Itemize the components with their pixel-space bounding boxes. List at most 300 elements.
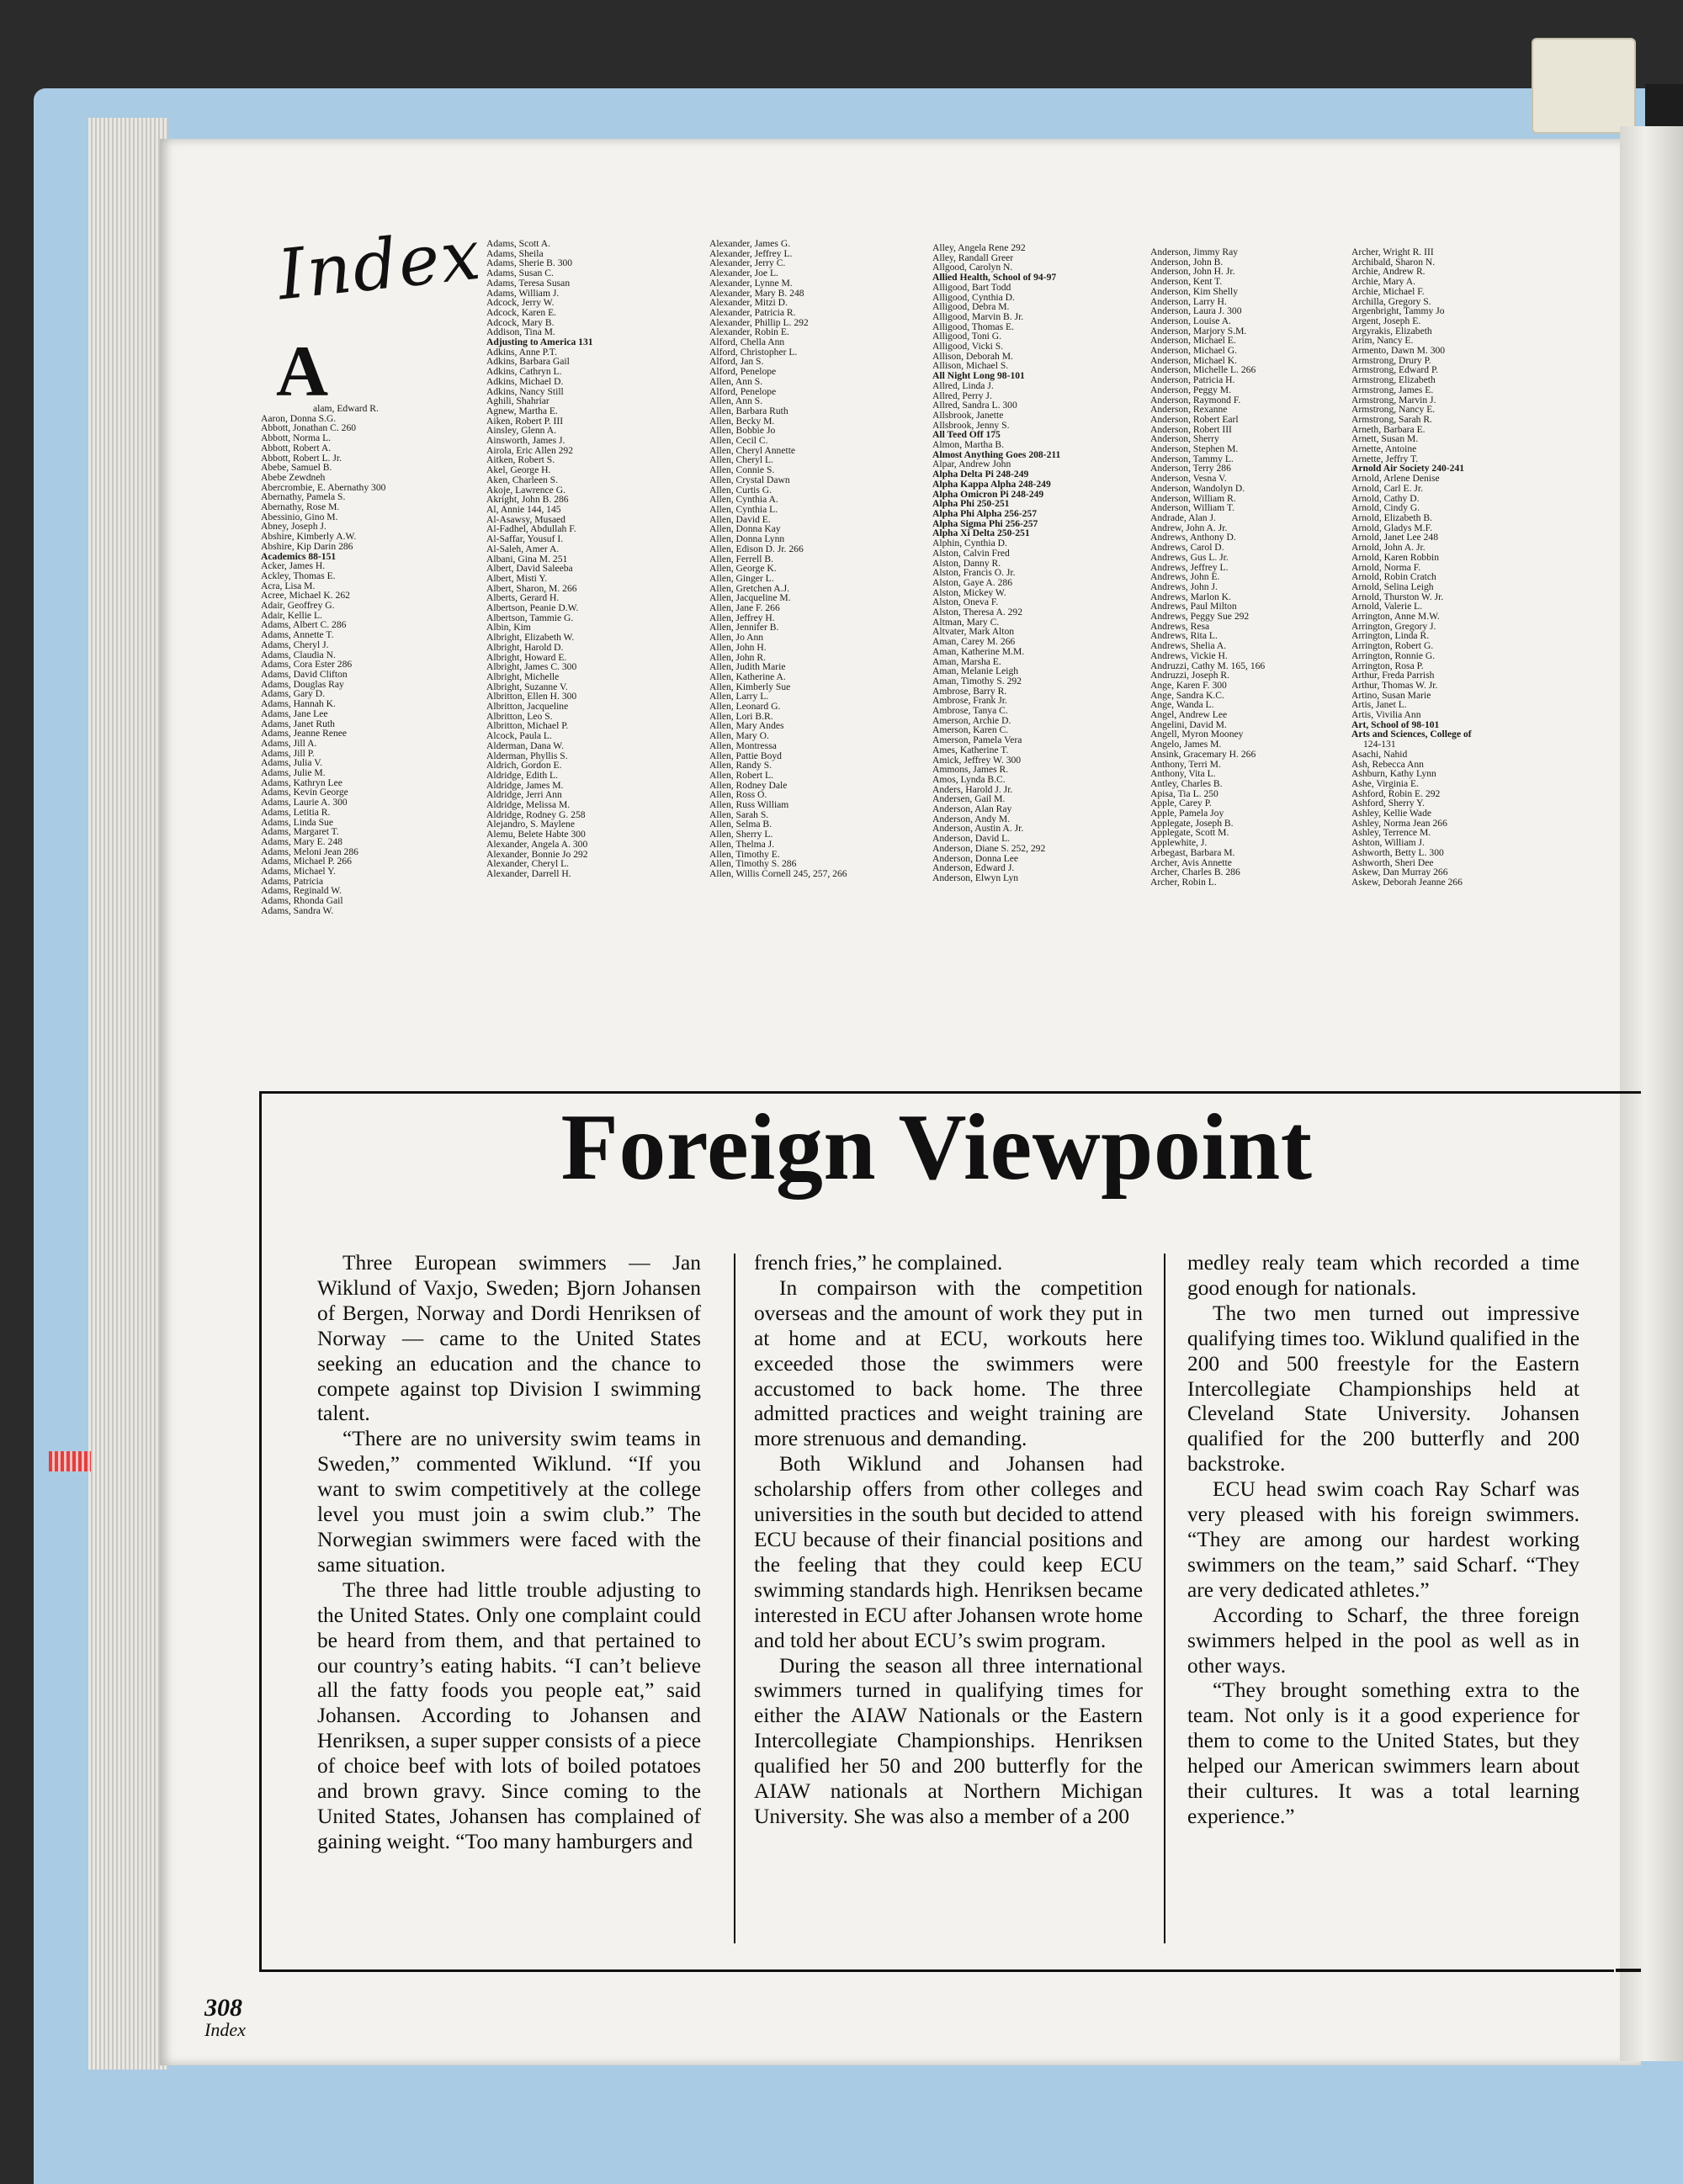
index-entry: Amos, Lynda B.C.: [932, 773, 1006, 785]
index-entry: Allen, Bobbie Jo: [709, 425, 776, 437]
index-entry: Allison, Michael S.: [932, 360, 1009, 372]
index-entry: Argent, Joseph E.: [1351, 315, 1421, 326]
index-entry: Anderson, Louise A.: [1150, 315, 1231, 326]
index-entry: Arnold, Karen Robbin: [1351, 551, 1440, 563]
index-entry: Anderson, Wandolyn D.: [1150, 482, 1245, 494]
index-entry: Abbott, Robert A.: [261, 442, 332, 453]
index-entry: Allen, Edison D. Jr. 266: [709, 543, 804, 554]
index-entry: Adair, Kellie L.: [261, 609, 322, 621]
index-entry: Adams, Reginald W.: [261, 885, 342, 897]
index-entry: Albright, Elizabeth W.: [486, 632, 575, 644]
index-entry: Anderson, Michael K.: [1150, 354, 1238, 366]
index-entry: Adams, Rhonda Gail: [261, 895, 343, 907]
index-drop-cap: A: [276, 331, 329, 411]
index-entry: Abercrombie, E. Abernathy 300: [261, 481, 386, 493]
index-entry: Anderson, William T.: [1150, 502, 1235, 514]
index-entry: Albertson, Peanie D.W.: [486, 602, 579, 614]
index-entry: Ainsworth, James J.: [486, 435, 565, 447]
index-entry: Antley, Charles B.: [1150, 777, 1223, 789]
index-entry: Albright, Michelle: [486, 671, 560, 682]
index-entry: Alston, Calvin Fred: [932, 547, 1010, 559]
index-entry: Allen, Selma B.: [709, 819, 772, 830]
index-entry: Anderson, Robert III: [1150, 423, 1232, 435]
index-entry: Alligood, Debra M.: [932, 301, 1010, 313]
article-column-1: [317, 1251, 701, 1855]
index-entry: Allsbrook, Jenny S.: [932, 419, 1010, 431]
index-entry: Archer, Wright R. III: [1351, 246, 1434, 257]
index-entry: Anderson, Patricia H.: [1150, 374, 1235, 386]
index-entry: Adkins, Michael D.: [486, 375, 564, 387]
index-entry: Allred, Linda J.: [932, 379, 994, 391]
index-entry: Allen, Donna Kay: [709, 523, 781, 535]
index-entry: Allen, Jacqueline M.: [709, 592, 791, 604]
index-entry: All Teed Off 175: [932, 429, 1001, 441]
index-entry: Adams, Jill P.: [261, 747, 315, 759]
index-entry: Allen, Mary O.: [709, 730, 769, 742]
index-entry: Arnold, Janet Lee 248: [1351, 532, 1439, 543]
index-entry: Allen, Willis Cornell 245, 257, 266: [709, 868, 847, 879]
index-entry: Ange, Sandra K.C.: [1150, 689, 1224, 701]
index-entry: Arim, Nancy E.: [1351, 335, 1414, 347]
index-entry: Abbott, Norma L.: [261, 432, 332, 444]
index-entry: Alston, Gaye A. 286: [932, 576, 1012, 588]
index-entry: Adams, Susan C.: [486, 268, 554, 279]
index-entry: Allen, Connie S.: [709, 464, 775, 476]
index-entry: Arnold, Selina Leigh: [1351, 580, 1434, 592]
index-entry: Aman, Katherine M.M.: [932, 645, 1025, 657]
index-entry: Arnold, Elizabeth B.: [1351, 512, 1432, 523]
index-entry: Adams, Annette T.: [261, 629, 334, 641]
index-entry: Allen, Lori B.R.: [709, 710, 773, 722]
article-title: Foreign Viewpoint: [560, 1095, 1313, 1200]
index-entry: Adams, Sheila: [486, 247, 544, 259]
article-paragraph: According to Scharf, the three foreign swimmers helped in the pool as well as in other ways.: [1187, 1603, 1579, 1678]
index-entry: Aitken, Robert S.: [486, 454, 555, 466]
index-entry: Adair, Geoffrey G.: [261, 600, 335, 612]
index-entry: Ange, Wanda L.: [1150, 699, 1214, 711]
index-entry: Alston, Danny R.: [932, 557, 1001, 569]
index-entry: Alberts, Gerard H.: [486, 592, 560, 604]
index-entry: Andrews, Carol D.: [1150, 542, 1224, 554]
book-gutter: [1620, 126, 1683, 2061]
index-entry: Aghili, Shahriar: [486, 395, 549, 407]
index-heading: Index: [273, 215, 486, 316]
index-entry: Arnold, Valerie L.: [1351, 601, 1423, 612]
index-column-1: [261, 404, 385, 916]
index-entry: Anderson, John H. Jr.: [1150, 266, 1235, 278]
index-entry: Andrade, Alan J.: [1150, 512, 1216, 523]
index-entry: Anderson, Kent T.: [1150, 276, 1223, 288]
index-entry: Anderson, Vesna V.: [1150, 473, 1227, 485]
index-entry: Allen, Rodney Dale: [709, 779, 788, 791]
index-entry: Alford, Penelope: [709, 366, 777, 378]
index-entry: Adams, William J.: [486, 287, 560, 299]
index-entry: Armstrong, Drury P.: [1351, 354, 1431, 366]
index-entry: Adams, Julia V.: [261, 757, 323, 769]
index-column-6: [1351, 247, 1472, 888]
index-entry: Anderson, Elwyn Lyn: [932, 872, 1019, 883]
index-entry: Archer, Charles B. 286: [1150, 867, 1240, 878]
index-entry: Addison, Tina M.: [486, 326, 555, 338]
index-entry: Alpha Phi Alpha 256-257: [932, 507, 1038, 519]
article-paragraph: french fries,” he complained.: [754, 1251, 1003, 1275]
column-divider: [1164, 1254, 1165, 1943]
index-entry: Arbegast, Barbara M.: [1150, 846, 1235, 858]
article-frame-rule: [1616, 1969, 1641, 1972]
index-entry: Alpha Sigma Phi 256-257: [932, 517, 1038, 529]
index-entry: Abernathy, Rose M.: [261, 501, 340, 513]
index-entry: Adams, Jane Lee: [261, 708, 328, 719]
index-entry: Alderman, Phyllis S.: [486, 750, 568, 761]
index-entry: Andrews, Marlon K.: [1150, 591, 1231, 602]
index-entry: Allen, Crystal Dawn: [709, 474, 790, 485]
index-entry: Alford, Jan S.: [709, 356, 764, 368]
index-entry: Aldridge, Melissa M.: [486, 799, 571, 811]
index-entry: Alligood, Cynthia D.: [932, 291, 1015, 303]
article-paragraph: Three European swimmers — Jan Wiklund of Vaxjo, Sweden; Bjorn Johansen of Bergen, Norway and Dordi Henriksen of Norway — came to the United States seeking an education and the chance to compete against top Division I swimming talent.: [317, 1251, 701, 1426]
index-entry: Allen, Kimberly Sue: [709, 681, 791, 692]
index-entry: Allen, Becky M.: [709, 415, 775, 427]
index-entry: Anderson, Sherry: [1150, 433, 1219, 445]
index-entry: Alligood, Toni G.: [932, 331, 1002, 342]
index-entry: Abessinio, Gino M.: [261, 511, 338, 522]
index-entry: Albani, Gina M. 251: [486, 553, 568, 565]
index-column-3: [709, 239, 847, 879]
article-paragraph: During the season all three international swimmers turned in qualifying times for either the AIAW Nationals or the Eastern Intercollegiate Championships. Henriksen qualified her 50 and 200 butterfly for the AIAW nationals at Northern Michigan University. She was also a member of a 200: [754, 1653, 1143, 1828]
index-entry: Arrington, Anne M.W.: [1351, 611, 1440, 623]
index-entry: Adams, Scott A.: [486, 238, 551, 249]
article-paragraph: The two men turned out impressive qualifying times too. Wiklund qualified in the 200 and 500 freestyle for the Eastern Intercollegiate Championships held at Cleveland State University. Johansen qualified for the 200 butterfly and 200 backstroke.: [1187, 1301, 1579, 1476]
index-entry: Andrews, Peggy Sue 292: [1150, 611, 1250, 623]
index-entry: Albritton, Ellen H. 300: [486, 691, 577, 702]
index-entry: Ames, Katherine T.: [932, 744, 1009, 755]
index-entry: Andrews, Jeffrey L.: [1150, 561, 1229, 573]
index-entry: Allsbrook, Janette: [932, 409, 1004, 421]
index-entry: Anderson, Alan Ray: [932, 803, 1012, 815]
index-entry: Ackley, Thomas E.: [261, 570, 336, 581]
index-entry: Alejandro, S. Maylene: [486, 819, 575, 830]
index-entry: Andrews, Rita L.: [1150, 630, 1218, 642]
index-entry: Allen, Jeffrey H.: [709, 612, 775, 623]
index-entry: Ambrose, Tanya C.: [932, 705, 1008, 717]
column-divider: [734, 1254, 735, 1943]
index-entry: Alderman, Dana W.: [486, 739, 565, 751]
index-entry: Ammons, James R.: [932, 764, 1009, 776]
index-entry: Alpha Omicron Pi 248-249: [932, 488, 1044, 500]
index-entry: Anderson, Michael G.: [1150, 345, 1238, 357]
index-entry: Armstrong, James E.: [1351, 384, 1434, 395]
index-entry: Al-Asawsy, Musaed: [486, 513, 565, 525]
index-entry: Ashley, Terrence M.: [1351, 827, 1431, 839]
index-entry: Armstrong, Sarah R.: [1351, 413, 1432, 425]
index-entry: Amick, Jeffrey W. 300: [932, 754, 1022, 766]
index-entry: Akoje, Lawrence G.: [486, 484, 565, 496]
index-entry: Altvater, Mark Alton: [932, 626, 1015, 638]
index-entry: Albright, Howard E.: [486, 651, 567, 663]
index-entry: Allen, Donna Lynn: [709, 533, 785, 545]
index-entry: Ash, Rebecca Ann: [1351, 758, 1424, 770]
index-entry: Anderson, Tammy L.: [1150, 453, 1234, 464]
index-entry: Amerson, Karen C.: [932, 724, 1009, 736]
index-entry: Arneth, Barbara E.: [1351, 423, 1426, 435]
index-entry: Armento, Dawn M. 300: [1351, 345, 1446, 357]
binding-tab: [1532, 38, 1636, 134]
index-entry: Allison, Deborah M.: [932, 350, 1013, 362]
index-entry: Albertson, Tammie G.: [486, 612, 574, 623]
index-entry: Adkins, Barbara Gail: [486, 356, 570, 368]
index-entry: Aldridge, Rodney G. 258: [486, 808, 586, 820]
index-entry: Archilla, Gregory S.: [1351, 295, 1431, 307]
index-entry: Archie, Michael F.: [1351, 285, 1425, 297]
index-entry: alam, Edward R.: [313, 403, 379, 414]
index-entry: Asachi, Nahid: [1351, 748, 1408, 760]
index-entry: Albright, Harold D.: [486, 641, 564, 653]
index-entry: Andrews, John J.: [1150, 580, 1218, 592]
index-entry: Alexander, Patricia R.: [709, 306, 796, 318]
index-entry: Arnold, Carl E. Jr.: [1351, 482, 1424, 494]
index-entry: Aken, Charleen S.: [486, 474, 559, 485]
article-paragraph: ECU head swim coach Ray Scharf was very pleased with his foreign swimmers. “They are among our hardest working swimmers on the team,” said Scharf. “They are very dedicated athletes.”: [1187, 1477, 1579, 1602]
index-entry: Alpha Kappa Alpha 248-249: [932, 478, 1051, 490]
article-column-2: [754, 1251, 1143, 1830]
index-entry: Applegate, Scott M.: [1150, 827, 1229, 839]
index-entry: Airola, Eric Allen 292: [486, 444, 574, 456]
index-entry: Adams, Julie M.: [261, 767, 326, 779]
index-entry: Adcock, Karen E.: [486, 306, 557, 318]
index-entry: Ashley, Kellie Wade: [1351, 808, 1432, 819]
page-folio: [204, 1996, 246, 2039]
index-entry: Allen, Cynthia L.: [709, 503, 778, 515]
index-entry: Ashworth, Betty L. 300: [1351, 846, 1444, 858]
index-entry: Archibald, Sharon N.: [1351, 256, 1436, 268]
index-entry: Ashworth, Sheri Dee: [1351, 856, 1434, 868]
article-paragraph: medley realy team which recorded a time good enough for nationals.: [1187, 1251, 1579, 1300]
index-entry: Allen, Sherry L.: [709, 829, 773, 840]
index-entry: Albert, Misti Y.: [486, 572, 548, 584]
index-entry: Archie, Andrew R.: [1351, 266, 1426, 278]
index-entry: Albritton, Jacqueline: [486, 701, 569, 713]
index-entry: Anderson, Austin A. Jr.: [932, 823, 1024, 835]
index-entry: Adams, Gary D.: [261, 688, 325, 700]
index-entry: Allen, Robert L.: [709, 769, 773, 781]
index-entry: Allen, Leonard G.: [709, 701, 781, 713]
index-entry: Arnold, John A. Jr.: [1351, 542, 1426, 554]
index-entry: Andersen, Gail M.: [932, 793, 1006, 805]
index-column-2: [486, 239, 593, 879]
index-entry: Adcock, Mary B.: [486, 316, 555, 328]
index-entry: Allen, Ann S.: [709, 395, 763, 407]
index-entry: Albright, James C. 300: [486, 661, 577, 673]
index-entry: Angel, Andrew Lee: [1150, 709, 1228, 721]
index-entry: Adcock, Jerry W.: [486, 297, 555, 309]
index-entry: Alexander, Jerry C.: [709, 257, 786, 269]
index-entry: Anderson, Donna Lee: [932, 852, 1019, 864]
index-entry: Adams, Meloni Jean 286: [261, 846, 358, 857]
index-entry: Andruzzi, Cathy M. 165, 166: [1150, 660, 1266, 671]
index-entry: Ambrose, Frank Jr.: [932, 695, 1007, 707]
index-entry: Altman, Mary C.: [932, 616, 1000, 628]
index-entry: Alley, Angela Rene 292: [932, 242, 1026, 253]
index-entry: Arnold Air Society 240-241: [1351, 463, 1465, 474]
index-entry: Allen, Montressa: [709, 739, 777, 751]
index-entry: Ansink, Gracemary H. 266: [1150, 748, 1256, 760]
index-entry: Andrew, John A. Jr.: [1150, 522, 1228, 533]
index-entry: Arnold, Robin Cratch: [1351, 571, 1436, 583]
index-entry: Artis, Janet L.: [1351, 699, 1407, 711]
index-entry: Alligood, Thomas E.: [932, 321, 1015, 332]
index-entry: Akright, John B. 286: [486, 494, 569, 506]
index-entry: Adams, David Clifton: [261, 668, 348, 680]
index-entry: Archer, Robin L.: [1150, 877, 1217, 888]
index-entry: Anderson, William R.: [1150, 492, 1236, 504]
index-entry: Allen, Jane F. 266: [709, 602, 780, 614]
index-entry: Argyrakis, Elizabeth: [1351, 325, 1432, 337]
index-entry: Applewhite, J.: [1150, 837, 1208, 849]
index-entry: Alley, Randall Greer: [932, 252, 1014, 263]
index-entry: Alexander, Mitzi D.: [709, 297, 788, 309]
index-column-5: [1150, 247, 1265, 888]
index-entry: Anderson, Stephen M.: [1150, 443, 1239, 455]
index-entry: Alexander, Angela A. 300: [486, 838, 588, 850]
index-entry: Alford, Christopher L.: [709, 346, 798, 358]
index-entry: Alston, Oneva F.: [932, 596, 999, 608]
index-entry: Allred, Perry J.: [932, 390, 992, 401]
index-entry: Aman, Marsha E.: [932, 655, 1001, 667]
index-entry: Adams, Claudia N.: [261, 649, 336, 660]
index-entry: Alexander, James G.: [709, 238, 791, 249]
index-entry: Anderson, Kim Shelly: [1150, 285, 1239, 297]
index-entry: Arrington, Gregory J.: [1351, 620, 1436, 632]
index-entry: Aldridge, Edith L.: [486, 769, 559, 781]
index-entry: Albin, Kim: [486, 622, 531, 633]
index-entry: Ashford, Sherry Y.: [1351, 798, 1425, 809]
index-entry: Abbott, Robert L. Jr.: [261, 452, 342, 464]
index-entry: Alligood, Marvin B. Jr.: [932, 310, 1024, 322]
index-entry: Askew, Deborah Jeanne 266: [1351, 877, 1463, 888]
index-entry: Arnette, Jeffry T.: [1351, 453, 1419, 464]
index-entry: Allen, Russ William: [709, 799, 789, 811]
index-entry: Armstrong, Nancy E.: [1351, 404, 1436, 416]
index-entry: Allen, Mary Andes: [709, 720, 784, 732]
index-entry: Allen, Gretchen A.J.: [709, 582, 789, 594]
index-entry: Angelini, David M.: [1150, 718, 1227, 730]
index-entry: Allen, Ferrell B.: [709, 553, 773, 565]
index-entry: Anderson, Larry H.: [1150, 295, 1227, 307]
index-entry: Allen, Thelma J.: [709, 838, 775, 850]
index-entry: Anderson, Edward J.: [932, 862, 1015, 874]
index-entry: Andrews, Resa: [1150, 620, 1210, 632]
index-entry: Aiken, Robert P. III: [486, 415, 564, 427]
index-entry: Allen, Jennifer B.: [709, 622, 779, 633]
index-entry: Alston, Mickey W.: [932, 586, 1006, 598]
index-entry: Alexander, Phillip L. 292: [709, 316, 809, 328]
index-entry: Almost Anything Goes 208-211: [932, 448, 1061, 460]
index-entry: Albert, David Saleeba: [486, 563, 573, 575]
index-entry: Al-Fadhel, Abdullah F.: [486, 523, 576, 535]
index-entry: Allen, Timothy E.: [709, 848, 780, 860]
index-entry: Anderson, Michael E.: [1150, 335, 1236, 347]
index-entry: Ashburn, Kathy Lynn: [1351, 768, 1436, 780]
index-entry: Allen, Ann S.: [709, 375, 763, 387]
index-entry: Alexander, Lynne M.: [709, 277, 793, 289]
index-entry: Allred, Sandra L. 300: [932, 400, 1017, 411]
index-entry: Abshire, Kip Darin 286: [261, 540, 353, 552]
index-entry: Adams, Cora Ester 286: [261, 659, 353, 671]
index-entry: Abbott, Jonathan C. 260: [261, 422, 357, 434]
index-entry: Acra, Lisa M.: [261, 580, 316, 591]
index-entry: Apple, Carey P.: [1150, 798, 1212, 809]
index-entry: Alemu, Belete Habte 300: [486, 829, 586, 840]
article-frame-rule: [1614, 1091, 1641, 1094]
index-entry: Ange, Karen F. 300: [1150, 679, 1227, 691]
page-marker: [49, 1451, 91, 1471]
index-entry: Alford, Chella Ann: [709, 337, 785, 348]
index-entry: Allen, Randy S.: [709, 760, 772, 771]
index-entry: Al, Annie 144, 145: [486, 503, 561, 515]
index-entry: Amerson, Archie D.: [932, 714, 1011, 726]
index-entry: Albright, Suzanne V.: [486, 681, 568, 692]
index-entry: Angell, Myron Mooney: [1150, 729, 1244, 740]
index-entry: Alphin, Cynthia D.: [932, 538, 1007, 549]
index-entry: Adams, Kevin George: [261, 787, 348, 798]
index-entry: Arts and Sciences, College of: [1351, 729, 1472, 740]
index-entry: Aldridge, Jerri Ann: [486, 789, 562, 801]
index-entry: Adams, Albert C. 286: [261, 619, 347, 631]
index-entry: Applegate, Joseph B.: [1150, 817, 1234, 829]
index-entry: Adkins, Nancy Still: [486, 385, 564, 397]
index-entry: Allen, Timothy S. 286: [709, 858, 797, 870]
index-entry: Anderson, John B.: [1150, 256, 1224, 268]
index-entry: Anderson, Laura J. 300: [1150, 305, 1242, 317]
index-entry: Apisa, Tia L. 250: [1150, 787, 1218, 799]
index-entry: Adams, Letitia R.: [261, 806, 331, 818]
index-entry: Arnold, Cindy G.: [1351, 502, 1420, 514]
index-entry: Alston, Francis O. Jr.: [932, 567, 1016, 579]
index-entry: Allen, John H.: [709, 641, 767, 653]
index-entry: Albritton, Leo S.: [486, 710, 553, 722]
index-entry: Arnold, Arlene Denise: [1351, 473, 1440, 485]
index-entry: Allen, Ginger L.: [709, 572, 774, 584]
index-entry: Anderson, Peggy M.: [1150, 384, 1231, 395]
index-entry: Albritton, Michael P.: [486, 720, 569, 732]
index-entry: Archer, Avis Annette: [1150, 856, 1232, 868]
index-entry: Adams, Margaret T.: [261, 826, 339, 838]
index-entry: Aman, Melanie Leigh: [932, 665, 1019, 677]
index-entry: Ainsley, Glenn A.: [486, 425, 556, 437]
index-entry: Allen, Cynthia A.: [709, 494, 778, 506]
index-entry: Alexander, Jeffrey L.: [709, 247, 793, 259]
index-entry: Allen, Judith Marie: [709, 661, 786, 673]
index-entry: Adams, Sherie B. 300: [486, 257, 573, 269]
page-number: 308: [204, 1994, 242, 2022]
index-entry: Anderson, Raymond F.: [1150, 394, 1241, 406]
index-entry: Askew, Dan Murray 266: [1351, 867, 1448, 878]
index-entry: Adkins, Cathryn L.: [486, 366, 562, 378]
index-entry: Al-Saffar, Yousuf I.: [486, 533, 564, 545]
index-entry: Arnold, Gladys M.F.: [1351, 522, 1433, 533]
index-entry: Anderson, Diane S. 252, 292: [932, 842, 1046, 854]
index-entry: Adams, Sandra W.: [261, 904, 334, 916]
index-entry: Anderson, Marjory S.M.: [1150, 325, 1247, 337]
index-entry: Armstrong, Edward P.: [1351, 364, 1439, 376]
index-entry: Aldridge, James M.: [486, 779, 564, 791]
index-entry: Alexander, Mary B. 248: [709, 287, 804, 299]
index-entry: Andrews, John E.: [1150, 571, 1220, 583]
index-entry: Aaron, Donna S.G.: [261, 412, 337, 424]
index-entry: Adams, Michael Y.: [261, 866, 336, 877]
index-entry: Anderson, Terry 286: [1150, 463, 1231, 474]
index-entry: Alpha Xi Delta 250-251: [932, 527, 1030, 539]
